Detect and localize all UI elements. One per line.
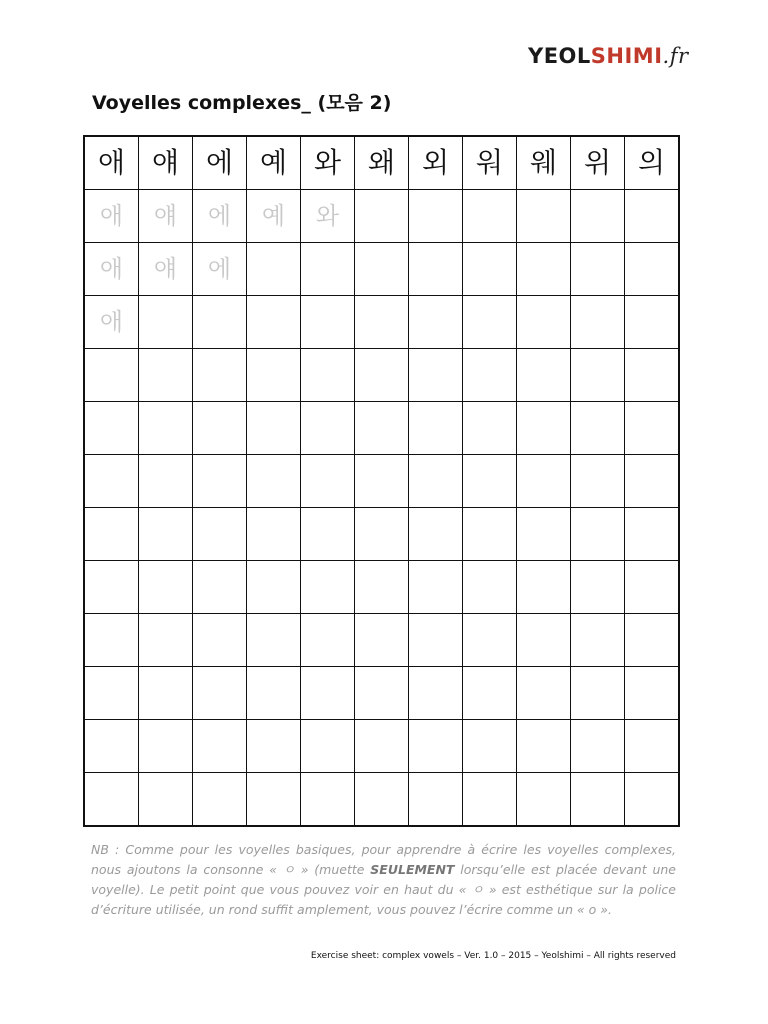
practice-cell[interactable]	[409, 296, 463, 349]
trace-vowel-cell[interactable]: 얘	[139, 243, 193, 296]
practice-cell[interactable]	[193, 349, 247, 402]
note-emphasis: SEULEMENT	[370, 862, 455, 877]
practice-cell[interactable]	[409, 720, 463, 773]
practice-cell[interactable]	[355, 667, 409, 720]
practice-cell[interactable]	[409, 508, 463, 561]
practice-cell[interactable]	[355, 296, 409, 349]
trace-vowel-cell[interactable]: 애	[84, 243, 139, 296]
practice-cell[interactable]	[193, 402, 247, 455]
practice-cell[interactable]	[571, 349, 625, 402]
practice-cell[interactable]	[355, 349, 409, 402]
practice-cell[interactable]	[247, 720, 301, 773]
practice-cell[interactable]	[301, 455, 355, 508]
practice-cell[interactable]	[463, 402, 517, 455]
logo-suffix-text: .fr	[662, 44, 689, 68]
practice-cell[interactable]	[517, 667, 571, 720]
practice-cell[interactable]	[355, 773, 409, 827]
practice-cell[interactable]	[301, 667, 355, 720]
practice-cell[interactable]	[625, 349, 680, 402]
practice-cell[interactable]	[571, 402, 625, 455]
practice-cell[interactable]	[84, 349, 139, 402]
practice-cell[interactable]	[517, 720, 571, 773]
practice-cell[interactable]	[571, 614, 625, 667]
model-vowel-cell: 왜	[355, 136, 409, 190]
instruction-note	[91, 840, 676, 920]
model-vowel-cell: 얘	[139, 136, 193, 190]
model-vowel-cell: 외	[409, 136, 463, 190]
model-vowel-cell: 웨	[517, 136, 571, 190]
practice-cell[interactable]	[571, 190, 625, 243]
trace-vowel-cell[interactable]: 에	[193, 243, 247, 296]
practice-cell[interactable]	[409, 561, 463, 614]
practice-cell[interactable]	[463, 296, 517, 349]
practice-cell[interactable]	[193, 720, 247, 773]
practice-cell[interactable]	[301, 508, 355, 561]
practice-cell[interactable]	[463, 720, 517, 773]
practice-cell[interactable]	[247, 296, 301, 349]
practice-row	[84, 773, 679, 827]
practice-cell[interactable]	[193, 296, 247, 349]
practice-cell[interactable]	[301, 614, 355, 667]
practice-cell[interactable]	[517, 508, 571, 561]
practice-cell[interactable]	[409, 614, 463, 667]
trace-vowel-cell[interactable]: 예	[247, 190, 301, 243]
practice-cell[interactable]	[139, 296, 193, 349]
practice-cell[interactable]	[301, 296, 355, 349]
practice-cell[interactable]	[247, 667, 301, 720]
practice-cell[interactable]	[571, 455, 625, 508]
practice-cell[interactable]	[409, 349, 463, 402]
practice-cell[interactable]	[463, 667, 517, 720]
practice-cell[interactable]	[409, 243, 463, 296]
practice-cell[interactable]	[463, 508, 517, 561]
practice-cell[interactable]	[517, 402, 571, 455]
practice-cell[interactable]	[247, 243, 301, 296]
practice-cell[interactable]	[625, 455, 680, 508]
practice-cell[interactable]	[355, 561, 409, 614]
practice-cell[interactable]	[193, 455, 247, 508]
practice-cell[interactable]	[355, 455, 409, 508]
practice-cell[interactable]	[463, 561, 517, 614]
practice-cell[interactable]	[517, 190, 571, 243]
model-vowel-cell: 와	[301, 136, 355, 190]
logo-main-text: YEOL	[528, 44, 591, 68]
practice-cell[interactable]	[625, 402, 680, 455]
practice-row	[84, 402, 679, 455]
practice-cell[interactable]	[409, 667, 463, 720]
practice-cell[interactable]	[625, 667, 680, 720]
practice-cell[interactable]	[355, 508, 409, 561]
practice-cell[interactable]	[517, 349, 571, 402]
practice-cell[interactable]	[355, 243, 409, 296]
practice-cell[interactable]	[625, 773, 680, 827]
practice-cell[interactable]	[625, 508, 680, 561]
practice-cell[interactable]	[139, 773, 193, 827]
practice-cell[interactable]	[301, 402, 355, 455]
practice-cell[interactable]	[463, 614, 517, 667]
practice-cell[interactable]	[625, 614, 680, 667]
practice-cell[interactable]	[84, 720, 139, 773]
note-text-1: NB : Comme pour les voyelles basiques, pour apprendre à écrire les voyelles complexes, nous ajoutons la consonne « ㅇ » (muette	[91, 842, 676, 877]
practice-cell[interactable]	[301, 349, 355, 402]
trace-row	[84, 190, 679, 243]
practice-cell[interactable]	[571, 720, 625, 773]
practice-cell[interactable]	[625, 296, 680, 349]
practice-cell[interactable]	[247, 349, 301, 402]
trace-vowel-cell[interactable]: 애	[84, 190, 139, 243]
practice-cell[interactable]	[84, 614, 139, 667]
practice-cell[interactable]	[517, 614, 571, 667]
model-vowel-cell: 에	[193, 136, 247, 190]
practice-row	[84, 455, 679, 508]
practice-cell[interactable]	[301, 773, 355, 827]
practice-cell[interactable]	[517, 455, 571, 508]
trace-vowel-cell[interactable]: 얘	[139, 190, 193, 243]
practice-cell[interactable]	[193, 667, 247, 720]
practice-row	[84, 349, 679, 402]
practice-cell[interactable]	[84, 773, 139, 827]
practice-row	[84, 667, 679, 720]
practice-cell[interactable]	[301, 720, 355, 773]
practice-cell[interactable]	[193, 614, 247, 667]
practice-cell[interactable]	[247, 455, 301, 508]
practice-cell[interactable]	[463, 455, 517, 508]
model-vowel-cell: 워	[463, 136, 517, 190]
practice-cell[interactable]	[139, 720, 193, 773]
trace-row	[84, 296, 679, 349]
practice-cell[interactable]	[355, 402, 409, 455]
trace-row	[84, 243, 679, 296]
practice-cell[interactable]	[463, 190, 517, 243]
practice-row	[84, 720, 679, 773]
practice-cell[interactable]	[517, 243, 571, 296]
practice-cell[interactable]	[84, 455, 139, 508]
practice-cell[interactable]	[139, 349, 193, 402]
practice-cell[interactable]	[139, 508, 193, 561]
practice-cell[interactable]	[139, 667, 193, 720]
practice-cell[interactable]	[571, 243, 625, 296]
practice-cell[interactable]	[193, 508, 247, 561]
practice-cell[interactable]	[84, 561, 139, 614]
practice-cell[interactable]	[355, 190, 409, 243]
practice-cell[interactable]	[625, 561, 680, 614]
model-vowel-cell: 예	[247, 136, 301, 190]
practice-cell[interactable]	[409, 773, 463, 827]
practice-cell[interactable]	[517, 773, 571, 827]
practice-cell[interactable]	[517, 296, 571, 349]
practice-cell[interactable]	[193, 773, 247, 827]
practice-cell[interactable]	[247, 561, 301, 614]
page-title: Voyelles complexes_ (모음 2)	[92, 92, 392, 114]
practice-cell[interactable]	[301, 243, 355, 296]
practice-cell[interactable]	[84, 667, 139, 720]
practice-cell[interactable]	[625, 720, 680, 773]
trace-vowel-cell[interactable]: 에	[193, 190, 247, 243]
practice-cell[interactable]	[355, 720, 409, 773]
practice-row	[84, 561, 679, 614]
practice-cell[interactable]	[139, 455, 193, 508]
practice-cell[interactable]	[463, 243, 517, 296]
practice-cell[interactable]	[247, 614, 301, 667]
logo-accent-text: SHIMI	[590, 44, 663, 68]
practice-row	[84, 508, 679, 561]
practice-cell[interactable]	[463, 349, 517, 402]
practice-cell[interactable]	[571, 508, 625, 561]
practice-cell[interactable]	[571, 667, 625, 720]
model-row	[84, 136, 679, 190]
practice-cell[interactable]	[625, 190, 680, 243]
practice-row	[84, 614, 679, 667]
practice-cell[interactable]	[409, 402, 463, 455]
practice-cell[interactable]	[139, 614, 193, 667]
practice-cell[interactable]	[571, 561, 625, 614]
practice-cell[interactable]	[355, 614, 409, 667]
practice-cell[interactable]	[571, 296, 625, 349]
practice-cell[interactable]	[463, 773, 517, 827]
writing-practice-grid	[83, 135, 680, 827]
practice-cell[interactable]	[409, 190, 463, 243]
practice-cell[interactable]	[517, 561, 571, 614]
practice-cell[interactable]	[84, 402, 139, 455]
practice-cell[interactable]	[247, 402, 301, 455]
model-vowel-cell: 의	[625, 136, 680, 190]
practice-cell[interactable]	[247, 508, 301, 561]
practice-cell[interactable]	[193, 561, 247, 614]
trace-vowel-cell[interactable]: 애	[84, 296, 139, 349]
practice-cell[interactable]	[84, 508, 139, 561]
practice-cell[interactable]	[571, 773, 625, 827]
practice-cell[interactable]	[139, 561, 193, 614]
note-text-2: lorsqu’elle est placée devant une voyelle). Le petit point que vous pouvez voir en haut du « ㅇ » est esthétique sur la police d’écriture utilisée, un rond suffit amplement, vous pouvez l’écrire comme un « o ».	[91, 862, 676, 917]
model-vowel-cell: 애	[84, 136, 139, 190]
model-vowel-cell: 위	[571, 136, 625, 190]
practice-cell[interactable]	[625, 243, 680, 296]
practice-cell[interactable]	[301, 561, 355, 614]
practice-cell[interactable]	[139, 402, 193, 455]
brand-logo	[528, 44, 689, 68]
footer-copyright: Exercise sheet: complex vowels – Ver. 1.0 – 2015 – Yeolshimi – All rights reserved	[310, 951, 676, 961]
practice-cell[interactable]	[247, 773, 301, 827]
trace-vowel-cell[interactable]: 와	[301, 190, 355, 243]
practice-cell[interactable]	[409, 455, 463, 508]
